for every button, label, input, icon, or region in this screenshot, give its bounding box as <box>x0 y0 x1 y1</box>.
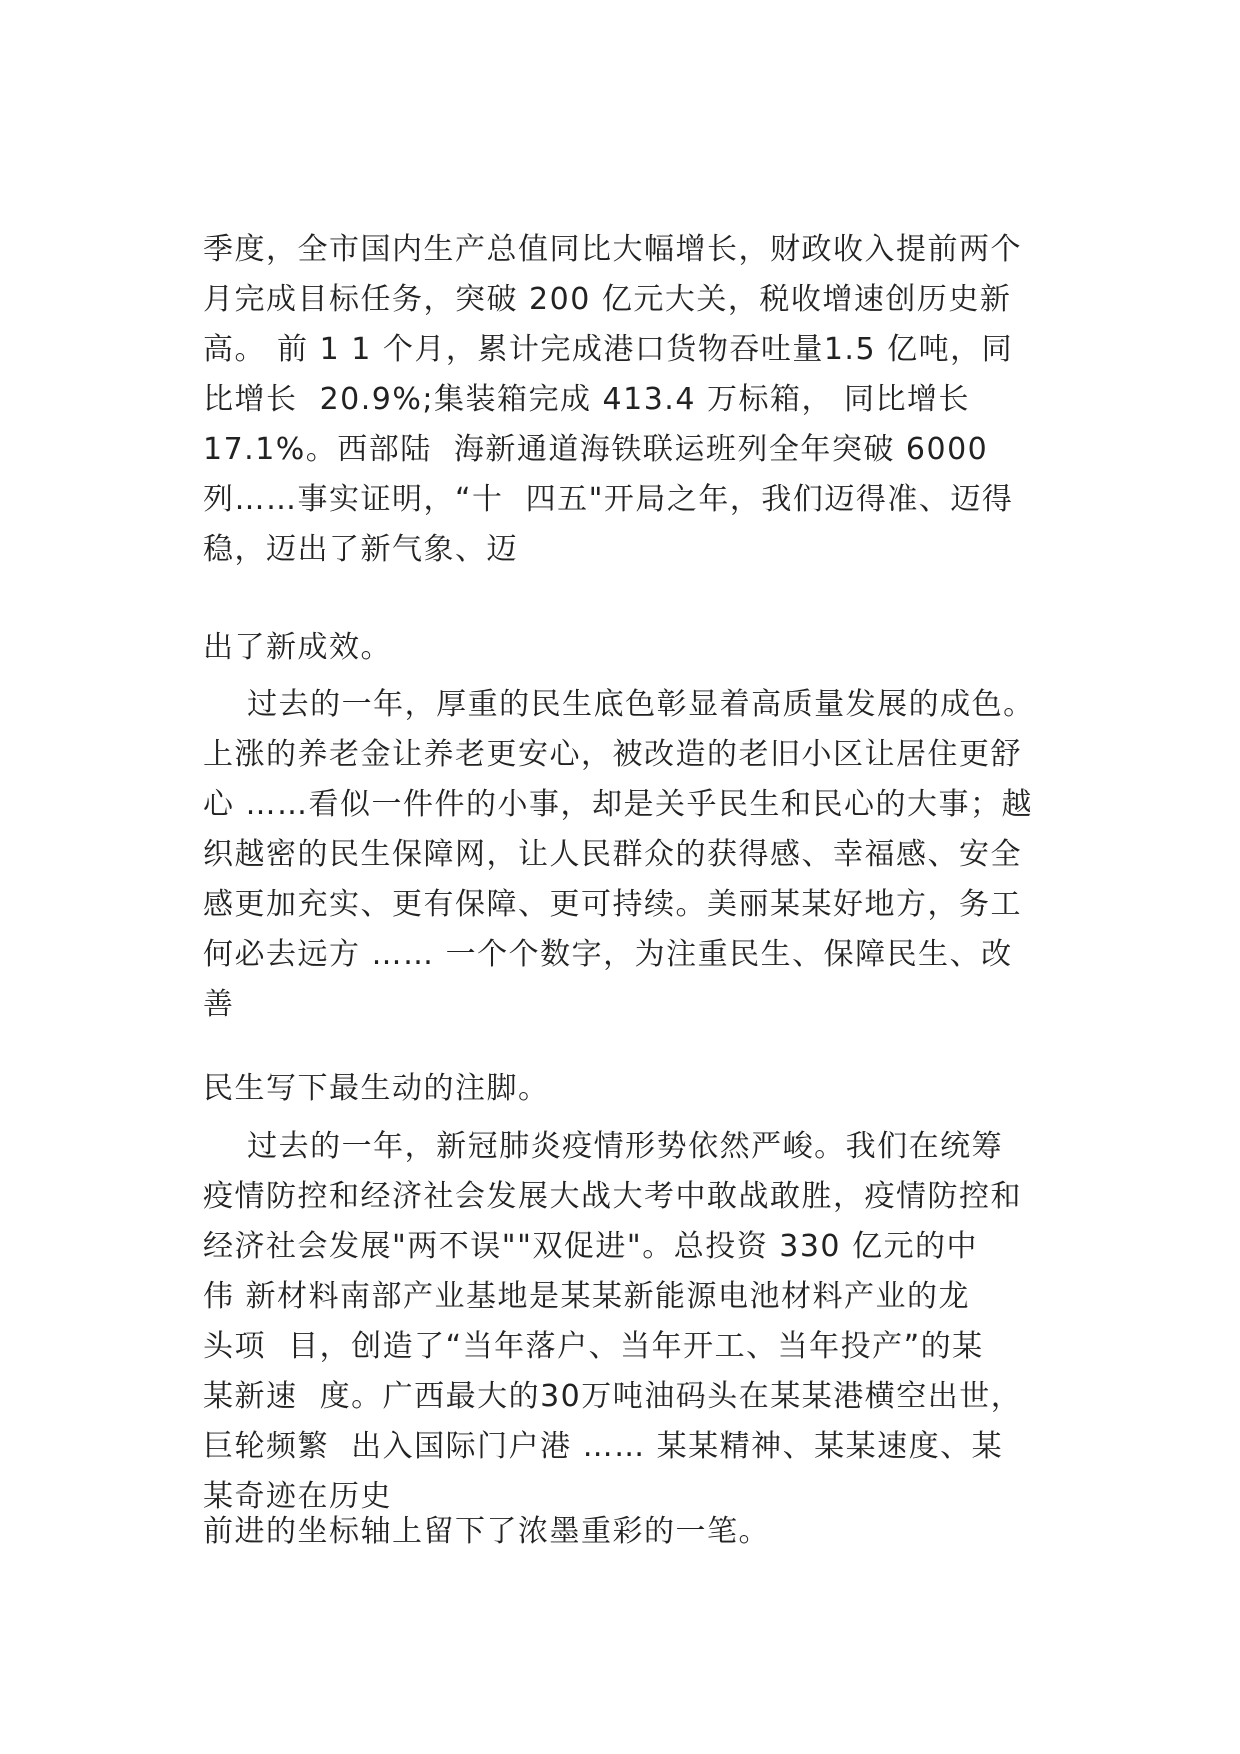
paragraph-livelihood-ending: 民生写下最生动的注脚。 <box>203 1071 550 1106</box>
paragraph-epidemic: 过去的一年，新冠肺炎疫情形势依然严峻。我们在统筹 疫情防控和经济社会发展大战大考中敢战敢胜，疫情防控和 经济社会发展"两不误""双促进"。总投资 330 亿元的中 伟 新材料南部产业基地是某某新能源电池材料产业的龙 头项 目，创造了“当年落户、当年开工、当年投产”的某 某新速 度。广西最大的30万吨油码头在某某港横空出世， 巨轮频繁 出入国际门户港 …… 某某精神、某某速度、某 某奇迹在历史 <box>203 1129 1023 1514</box>
paragraph-livelihood: 过去的一年，厚重的民生底色彰显着高质量发展的成色。 上涨的养老金让养老更安心，被改造的老旧小区让居住更舒 心 ……看似一件件的小事，却是关乎民生和民心的大事；越 织越密的民生保障网，让人民群众的获得感、幸福感、安全 感更加充实、更有保障、更可持续。美丽某某好地方，务工 何必去远方 …… 一个个数字，为注重民生、保障民生、改 善 <box>203 687 1035 1022</box>
paragraph-economy-continued: 季度，全市国内生产总值同比大幅增长，财政收入提前两个 月完成目标任务，突破 200 亿元大关，税收增速创历史新 高。 前 1 1 个月，累计完成港口货物吞吐量1.5 亿吨，同 比增长 20.9%;集装箱完成 413.4 万标箱， 同比增长 17.1%。西部陆 海新通道海铁联运班列全年突破 6000 列……事实证明，“十 四五"开局之年，我们迈得准、迈得 稳，迈出了新气象、迈 <box>203 232 1022 567</box>
paragraph-economy-ending: 出了新成效。 <box>203 630 392 665</box>
paragraph-epidemic-ending: 前进的坐标轴上留下了浓墨重彩的一笔。 <box>203 1514 770 1549</box>
